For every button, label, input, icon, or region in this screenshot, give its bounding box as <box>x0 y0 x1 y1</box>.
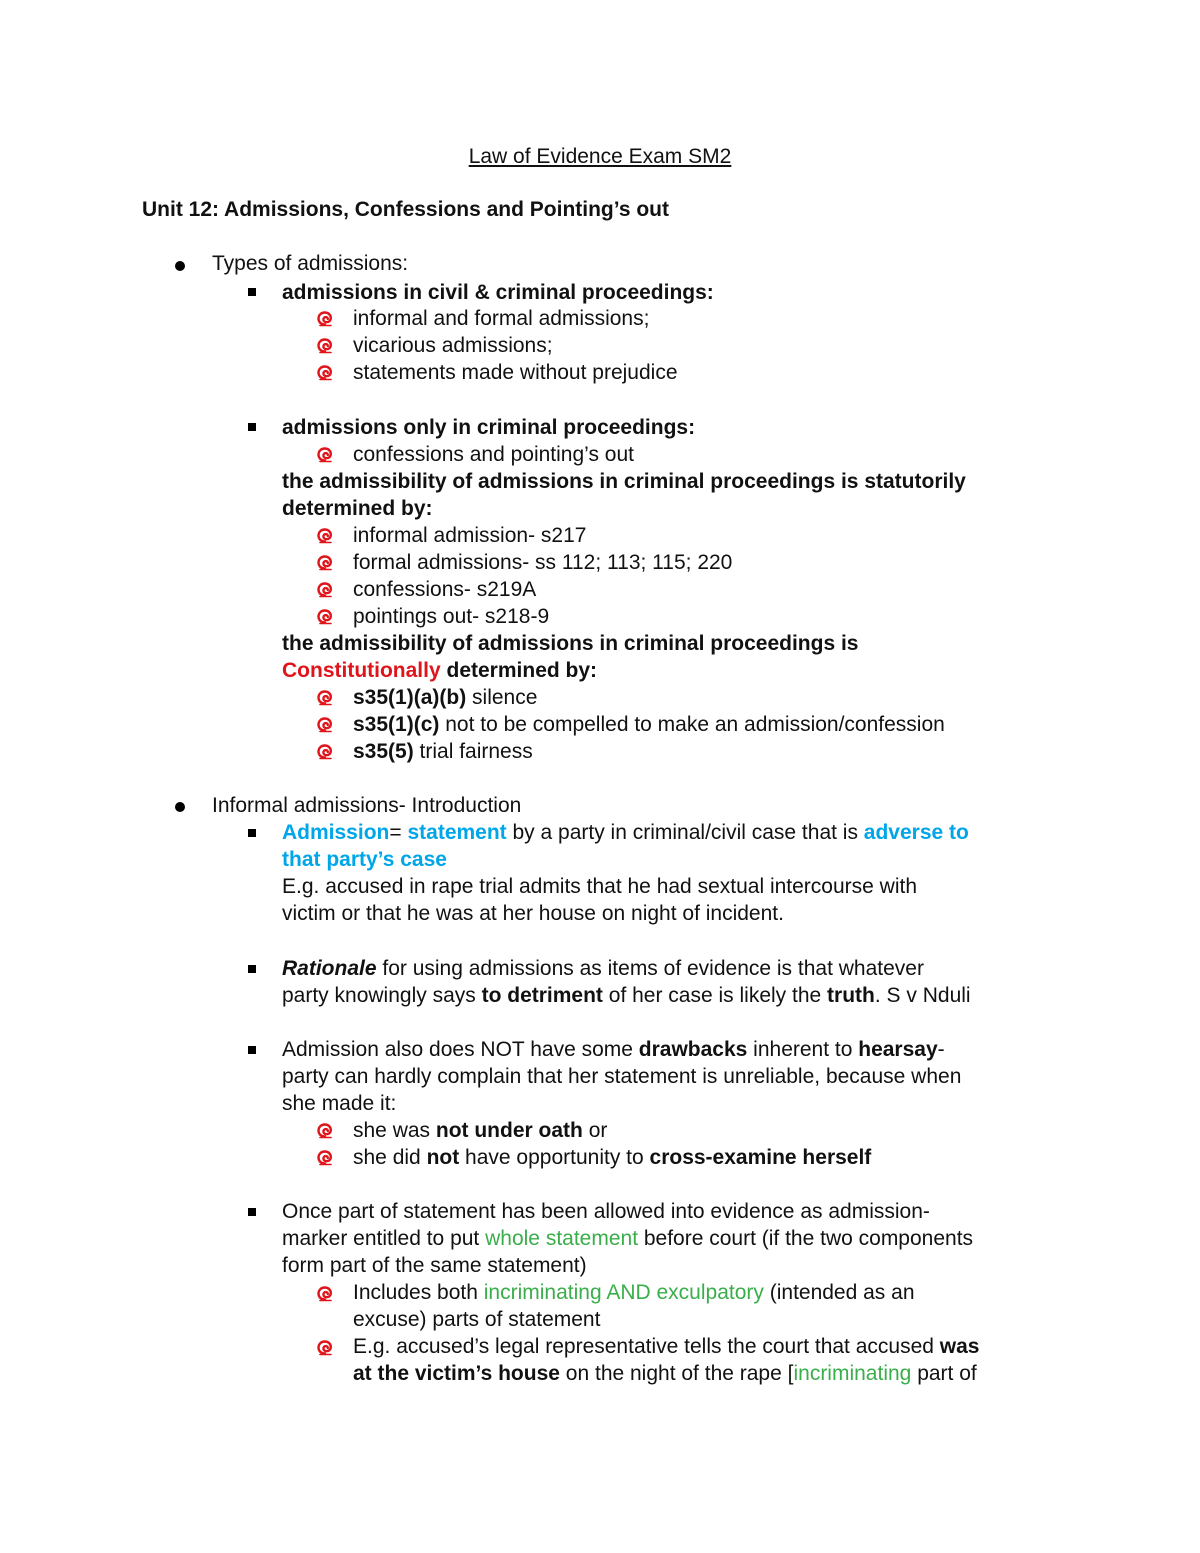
list-item: s35(1)(c) not to be compelled to make an admission/confession <box>353 713 945 736</box>
paragraph-line: Rationale for using admissions as items of evidence is that whatever <box>282 957 924 980</box>
list-item: she did not have opportunity to cross-examine herself <box>353 1146 872 1169</box>
list-item-continued: excuse) parts of statement <box>353 1308 601 1331</box>
list-item: statements made without prejudice <box>353 361 678 384</box>
constitutionally-text: Constitutionally <box>282 659 441 682</box>
list-item-continued: at the victim’s house on the night of the rape [incriminating part of <box>353 1362 977 1385</box>
paragraph-line: party can hardly complain that her statement is unreliable, because when <box>282 1065 962 1088</box>
swirl-bullet-icon <box>316 608 334 626</box>
paragraph-line: party knowingly says to detriment of her case is likely the truth. S v Nduli <box>282 984 971 1007</box>
unit-heading: Unit 12: Admissions, Confessions and Pointing’s out <box>142 198 669 221</box>
list-item: Includes both incriminating AND exculpatory (intended as an <box>353 1281 915 1304</box>
swirl-bullet-icon <box>316 1122 334 1140</box>
section2-bullet: Informal admissions- Introduction <box>212 794 522 817</box>
swirl-bullet-icon <box>316 1285 334 1303</box>
swirl-bullet-icon <box>316 310 334 328</box>
list-item: confessions- s219A <box>353 578 537 601</box>
paragraph-line: Admission also does NOT have some drawbacks inherent to hearsay- <box>282 1038 945 1061</box>
paragraph-line: victim or that he was at her house on night of incident. <box>282 902 784 925</box>
list-item: pointings out- s218-9 <box>353 605 550 628</box>
list-item: informal admission- s217 <box>353 524 587 547</box>
bullet-square-icon <box>248 965 256 973</box>
list-item: s35(5) trial fairness <box>353 740 533 763</box>
bullet-dot-icon <box>175 802 185 812</box>
document-title: Law of Evidence Exam SM2 <box>468 145 732 168</box>
swirl-bullet-icon <box>316 337 334 355</box>
paragraph-line: Once part of statement has been allowed into evidence as admission- <box>282 1200 930 1223</box>
list-item: formal admissions- ss 112; 113; 115; 220 <box>353 551 733 574</box>
swirl-bullet-icon <box>316 554 334 572</box>
list-item: she was not under oath or <box>353 1119 608 1142</box>
bullet-square-icon <box>248 423 256 431</box>
paragraph-line: she made it: <box>282 1092 397 1115</box>
swirl-bullet-icon <box>316 581 334 599</box>
statutory-line: determined by: <box>282 497 433 520</box>
swirl-bullet-icon <box>316 364 334 382</box>
swirl-bullet-icon <box>316 527 334 545</box>
bullet-dot-icon <box>175 261 185 271</box>
swirl-bullet-icon <box>316 743 334 761</box>
paragraph-line: form part of the same statement) <box>282 1254 587 1277</box>
criminal-only-label: admissions only in criminal proceedings: <box>282 416 696 439</box>
swirl-bullet-icon <box>316 716 334 734</box>
bullet-square-icon <box>248 1046 256 1054</box>
section1-bullet: Types of admissions: <box>212 252 409 275</box>
bullet-square-icon <box>248 288 256 296</box>
swirl-bullet-icon <box>316 689 334 707</box>
paragraph-line: Admission= statement by a party in criminal/civil case that is adverse to <box>282 821 969 844</box>
list-item: informal and formal admissions; <box>353 307 650 330</box>
constitutional-line: the admissibility of admissions in criminal proceedings is <box>282 632 859 655</box>
list-item: E.g. accused’s legal representative tells the court that accused was <box>353 1335 980 1358</box>
paragraph-line: that party’s case <box>282 848 447 871</box>
paragraph-line: marker entitled to put whole statement before court (if the two components <box>282 1227 974 1250</box>
list-item: vicarious admissions; <box>353 334 553 357</box>
statutory-line: the admissibility of admissions in criminal proceedings is statutorily <box>282 470 966 493</box>
swirl-bullet-icon <box>316 1149 334 1167</box>
list-item: s35(1)(a)(b) silence <box>353 686 538 709</box>
bullet-square-icon <box>248 829 256 837</box>
swirl-bullet-icon <box>316 446 334 464</box>
paragraph-line: E.g. accused in rape trial admits that he had sextual intercourse with <box>282 875 918 898</box>
list-item: confessions and pointing’s out <box>353 443 634 466</box>
swirl-bullet-icon <box>316 1339 334 1357</box>
bullet-square-icon <box>248 1208 256 1216</box>
civil-criminal-label: admissions in civil & criminal proceedings: <box>282 281 714 304</box>
constitutional-line: Constitutionally determined by: <box>282 659 598 682</box>
